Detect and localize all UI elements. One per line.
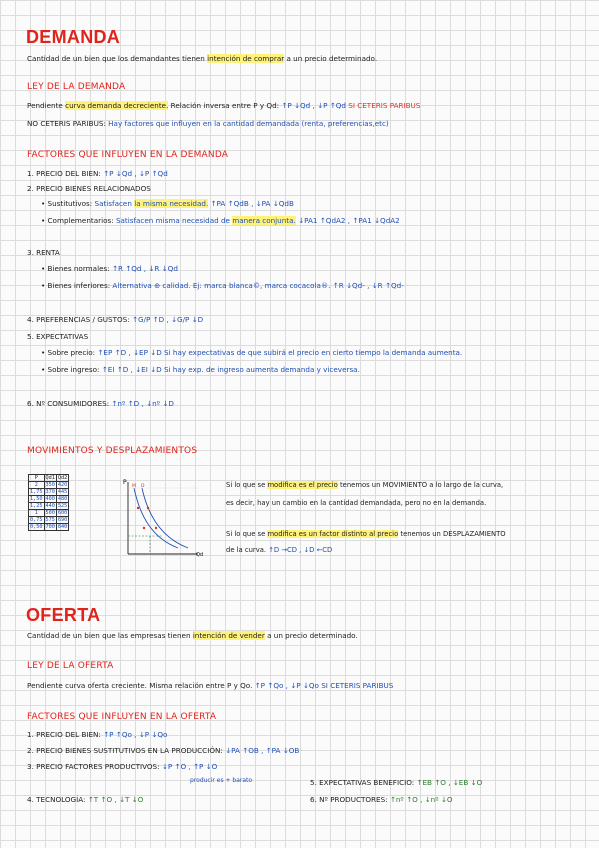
sustitutivos-highlight: la misma necesidad.: [134, 199, 209, 208]
desp-text: Si lo que se: [226, 530, 266, 538]
table-row: [29, 496, 69, 503]
complementarios-text: Satisfacen misma necesidad de: [115, 216, 230, 225]
demanda-complementarios: [41, 216, 400, 225]
ley-oferta-line: [27, 681, 393, 690]
table-cell: 1,25: [30, 503, 43, 509]
bienes-normales-label: • Bienes normales:: [41, 264, 110, 273]
demanda-factor-6: [27, 399, 174, 408]
oferta-factor-4: [27, 795, 143, 804]
oferta-f6-arrows: ↑nº ↑O , ↓nº ↓O: [389, 795, 453, 804]
bienes-inferiores-label: • Bienes inferiores:: [41, 281, 111, 290]
factores-oferta-title: FACTORES QUE INFLUYEN EN LA OFERTA: [27, 712, 217, 722]
graph-point: [155, 527, 157, 529]
table-cell: 420: [57, 482, 68, 488]
ley-demanda-arrows: ↑P ↓Qd , ↓P ↑Qd: [281, 101, 346, 110]
graph-point: [147, 507, 149, 509]
mov-text: Si lo que se: [226, 481, 266, 489]
demanda-def-highlight: intención de comprar: [207, 54, 285, 63]
table-row: [29, 524, 69, 531]
ley-oferta-title: LEY DE LA OFERTA: [27, 661, 114, 671]
graph-point: [143, 527, 145, 529]
desp-text: de la curva.: [226, 546, 267, 554]
factor-1-label: 1. PRECIO DEL BIEN:: [27, 169, 101, 178]
mov-highlight: modifica es el precio: [267, 481, 338, 489]
ley-demanda-ceteris: SI CETERIS PARIBUS: [348, 101, 421, 110]
oferta-f1-label: 1. PRECIO DEL BIEN:: [27, 730, 101, 739]
demanda-factor-5: 5. EXPECTATIVAS: [27, 332, 89, 341]
expectativas-precio: [41, 348, 462, 357]
oferta-f6-label: 6. Nº PRODUCTORES:: [310, 795, 388, 804]
oferta-f5-label: 5. EXPECTATIVAS BENEFICIO:: [310, 778, 415, 787]
table-cell: 0,50: [30, 524, 43, 530]
sustitutivos-label: • Sustitutivos:: [41, 199, 93, 208]
table-row: [29, 482, 69, 489]
graph-m-label: M: [132, 484, 136, 489]
oferta-factor-5: [310, 778, 482, 787]
oferta-f3-arrows: ↓P ↑O , ↑P ↓O: [161, 762, 218, 771]
complementarios-label: • Complementarios:: [41, 216, 114, 225]
demanda-factor-2: 2. PRECIO BIENES RELACIONADOS: [27, 184, 151, 193]
table-row: [29, 517, 69, 524]
demanda-factor-1: [27, 169, 168, 178]
sustitutivos-arrows: ↑PA ↑QdB , ↓PA ↓QdB: [210, 199, 294, 208]
curve-d2: [142, 488, 188, 548]
oferta-f2-label: 2. PRECIO BIENES SUSTITUTIVOS EN LA PRODUCCIÓN:: [27, 746, 223, 755]
table-cell: 370: [45, 489, 55, 495]
exp-precio-text: Si hay expectativas de que subirá el precio en cierto tiempo la demanda aumenta.: [164, 348, 463, 357]
exp-precio-label: • Sobre precio:: [41, 348, 96, 357]
mov-text: a lo largo de la curva,: [429, 481, 504, 489]
oferta-f2-arrows: ↓PA ↑OB , ↑PA ↓OB: [225, 746, 300, 755]
oferta-f4-label: 4. TECNOLOGÍA:: [27, 795, 86, 804]
no-ceteris-text: Hay factores que influyen en la cantidad demandada (renta, preferencias,etc): [108, 119, 389, 128]
oferta-title: OFERTA: [26, 605, 101, 625]
mov-keyword: MOVIMIENTO: [382, 481, 428, 489]
demanda-title: DEMANDA: [26, 27, 121, 47]
table-cell: 440: [45, 503, 55, 509]
desp-keyword: DESPLAZAMIENTO: [443, 530, 506, 538]
demanda-definition: [27, 54, 377, 63]
complementarios-arrows: ↓PA1 ↑QdA2 , ↑PA1 ↓QdA2: [298, 216, 400, 225]
desp-text: tenemos un: [400, 530, 441, 538]
sustitutivos-text: Satisfacen: [94, 199, 132, 208]
demand-shift-graph: [112, 476, 207, 566]
exp-precio-arrows: ↑EP ↑D , ↓EP ↓D: [97, 348, 162, 357]
table-row: [29, 489, 69, 496]
table-header-row: [29, 475, 69, 482]
table-cell: 0,75: [30, 517, 43, 523]
bienes-normales: [41, 264, 178, 273]
oferta-factor-1: [27, 730, 167, 739]
ley-demanda-line2: [27, 119, 389, 128]
complementarios-highlight: manera conjunta.: [232, 216, 296, 225]
ley-demanda-highlight: curva demanda decreciente.: [65, 101, 169, 110]
desplazamiento-para-1: [226, 530, 506, 538]
ley-demanda-relacion: Relación inversa entre P y Qd:: [170, 101, 280, 110]
movimiento-para-2: es decir, hay un cambio en la cantidad demandada, pero no en la demanda.: [226, 499, 487, 507]
oferta-def-text-end: a un precio determinado.: [267, 631, 358, 640]
exp-ingreso-label: • Sobre ingreso:: [41, 365, 100, 374]
demand-table: [28, 474, 69, 531]
demanda-sustitutivos: [41, 199, 294, 208]
ley-demanda-pendiente: Pendiente: [27, 101, 63, 110]
table-cell: 1,75: [30, 489, 43, 495]
table-cell: 400: [45, 496, 55, 502]
table-cell: 840: [57, 524, 68, 530]
graph-y-label: P: [123, 479, 127, 486]
oferta-factor-2: [27, 746, 299, 755]
oferta-definition: [27, 631, 358, 640]
bienes-inferiores: [41, 281, 404, 290]
table-cell: 445: [57, 489, 68, 495]
demanda-def-text-end: a un precio determinado.: [286, 54, 378, 63]
oferta-def-highlight: intención de vender: [192, 631, 265, 640]
graph-d-label: D: [141, 484, 145, 489]
table-row: [29, 503, 69, 510]
bienes-inferiores-arrows: ↑R ↓Qd- , ↓R ↑Qd-: [332, 281, 404, 290]
graph-x-label: Qd: [196, 552, 204, 558]
desplazamiento-para-2: [226, 546, 332, 554]
factor-1-arrows: ↑P ↓Qd , ↓P ↑Qd: [103, 169, 168, 178]
oferta-factor-3: [27, 762, 217, 771]
table-cell: 600: [57, 510, 68, 516]
oferta-f5-arrows: ↑EB ↑O , ↓EB ↓O: [416, 778, 483, 787]
table-cell: 2: [29, 482, 45, 489]
table-cell: 575: [45, 517, 55, 523]
table-cell: 350: [45, 482, 55, 488]
oferta-f4-arrows: ↑T ↑O , ↓T ↓O: [87, 795, 144, 804]
demanda-def-text: Cantidad de un bien que los demandantes tienen: [27, 54, 205, 63]
factor-4-arrows: ↑G/P ↑D , ↓G/P ↓D: [131, 315, 204, 324]
ley-demanda-line1: [27, 101, 420, 110]
table-header-cell: Qd1: [45, 475, 55, 481]
movimiento-para-1: [226, 481, 503, 489]
factor-6-arrows: ↑nº ↑D , ↓nº ↓D: [111, 399, 174, 408]
factor-6-label: 6. Nº CONSUMIDORES:: [27, 399, 110, 408]
demanda-factor-4: [27, 315, 203, 324]
factores-demanda-title: FACTORES QUE INFLUYEN EN LA DEMANDA: [27, 150, 229, 160]
table-cell: 480: [57, 496, 68, 502]
oferta-f3-note: producir es + barato: [190, 777, 253, 784]
oferta-f3-label: 3. PRECIO FACTORES PRODUCTIVOS:: [27, 762, 160, 771]
table-cell: 690: [57, 517, 68, 523]
ley-oferta-text: Pendiente curva oferta creciente. Misma relación entre P y Qo.: [27, 681, 253, 690]
table-header-cell: P: [29, 475, 45, 482]
oferta-f1-arrows: ↑P ↑Qo , ↓P ↓Qo: [103, 730, 168, 739]
oferta-factor-6: [310, 795, 453, 804]
mov-text: tenemos un: [339, 481, 381, 489]
bienes-normales-arrows: ↑R ↑Qd , ↓R ↓Qd: [111, 264, 178, 273]
exp-ingreso-arrows: ↑EI ↑D , ↓EI ↓D: [101, 365, 162, 374]
table-cell: 700: [45, 524, 55, 530]
ley-oferta-ceteris: SI CETERIS PARIBUS: [321, 681, 394, 690]
table-row: [29, 510, 69, 517]
graph-point: [137, 507, 139, 509]
table-cell: 1,50: [30, 496, 43, 502]
demanda-factor-3: 3. RENTA: [27, 248, 60, 257]
table-cell: 525: [57, 503, 68, 509]
desp-arrows: ↑D →CD , ↓D ←CD: [268, 546, 333, 554]
desp-highlight: modifica es un factor distinto al precio: [267, 530, 399, 538]
no-ceteris-label: NO CETERIS PARIBUS:: [27, 119, 106, 128]
ley-demanda-title: LEY DE LA DEMANDA: [27, 82, 126, 92]
movimientos-title: MOVIMIENTOS Y DESPLAZAMIENTOS: [27, 446, 198, 456]
bienes-inferiores-text: Alternativa ⊕ calidad. Ej: marca blanca©, marca cocacola®.: [112, 281, 331, 290]
exp-ingreso-text: Si hay exp. de ingreso aumenta demanda y viceversa.: [163, 365, 360, 374]
oferta-def-text: Cantidad de un bien que las empresas tienen: [27, 631, 191, 640]
table-cell: 1: [29, 510, 45, 517]
factor-4-label: 4. PREFERENCIAS / GUSTOS:: [27, 315, 130, 324]
table-cell: 500: [45, 510, 55, 516]
table-header-cell: Qd2: [57, 475, 68, 481]
ley-oferta-arrows: ↑P ↑Qo , ↓P ↓Qo: [254, 681, 319, 690]
expectativas-ingreso: [41, 365, 360, 374]
